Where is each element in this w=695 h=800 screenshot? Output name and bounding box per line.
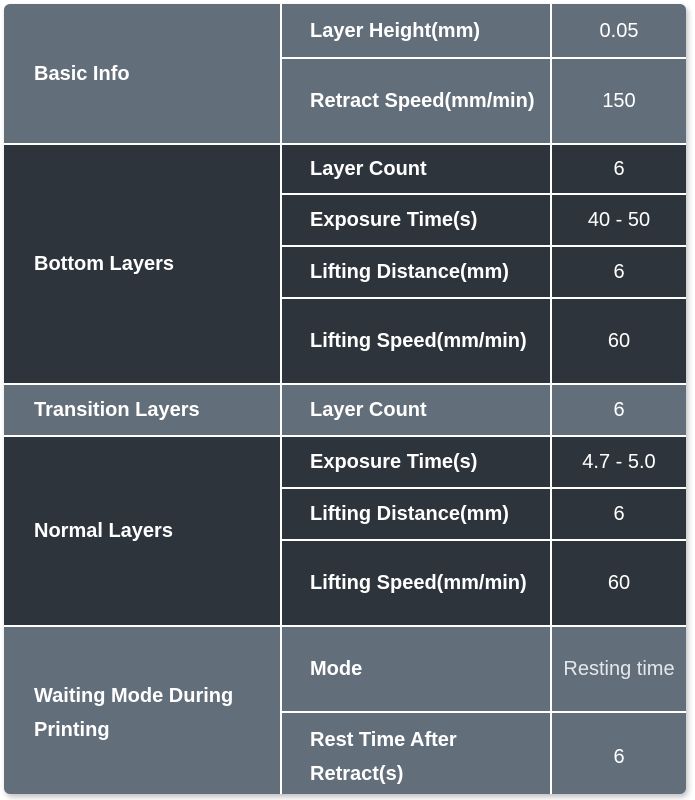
param-value: Resting time <box>551 626 686 712</box>
param-label: Retract Speed(mm/min) <box>281 58 551 144</box>
table-row <box>4 436 686 488</box>
param-label: Mode <box>281 626 551 712</box>
param-label: Lifting Speed(mm/min) <box>281 298 551 384</box>
section-basic-info: Basic Info <box>4 4 281 144</box>
param-label: Layer Count <box>281 384 551 436</box>
section-waiting-mode: Waiting Mode During Printing <box>4 626 281 794</box>
table-row <box>4 626 686 712</box>
param-label: Rest Time After Retract(s) <box>281 712 551 794</box>
param-value: 60 <box>551 540 686 626</box>
param-label: Lifting Distance(mm) <box>281 246 551 298</box>
table-row <box>4 4 686 58</box>
param-value: 40 - 50 <box>551 194 686 246</box>
param-value: 4.7 - 5.0 <box>551 436 686 488</box>
section-normal-layers: Normal Layers <box>4 436 281 626</box>
section-transition-layers: Transition Layers <box>4 384 281 436</box>
param-value: 6 <box>551 384 686 436</box>
print-parameters-table <box>4 4 686 794</box>
param-value: 0.05 <box>551 4 686 58</box>
param-label: Lifting Speed(mm/min) <box>281 540 551 626</box>
parameters-card <box>4 4 686 794</box>
param-label: Exposure Time(s) <box>281 436 551 488</box>
param-label: Layer Count <box>281 144 551 194</box>
param-value: 6 <box>551 488 686 540</box>
section-bottom-layers: Bottom Layers <box>4 144 281 384</box>
param-value: 6 <box>551 712 686 794</box>
param-label: Exposure Time(s) <box>281 194 551 246</box>
param-value: 6 <box>551 144 686 194</box>
param-value: 60 <box>551 298 686 384</box>
param-value: 150 <box>551 58 686 144</box>
param-label: Layer Height(mm) <box>281 4 551 58</box>
param-label: Lifting Distance(mm) <box>281 488 551 540</box>
table-row <box>4 384 686 436</box>
table-row <box>4 144 686 194</box>
param-value: 6 <box>551 246 686 298</box>
